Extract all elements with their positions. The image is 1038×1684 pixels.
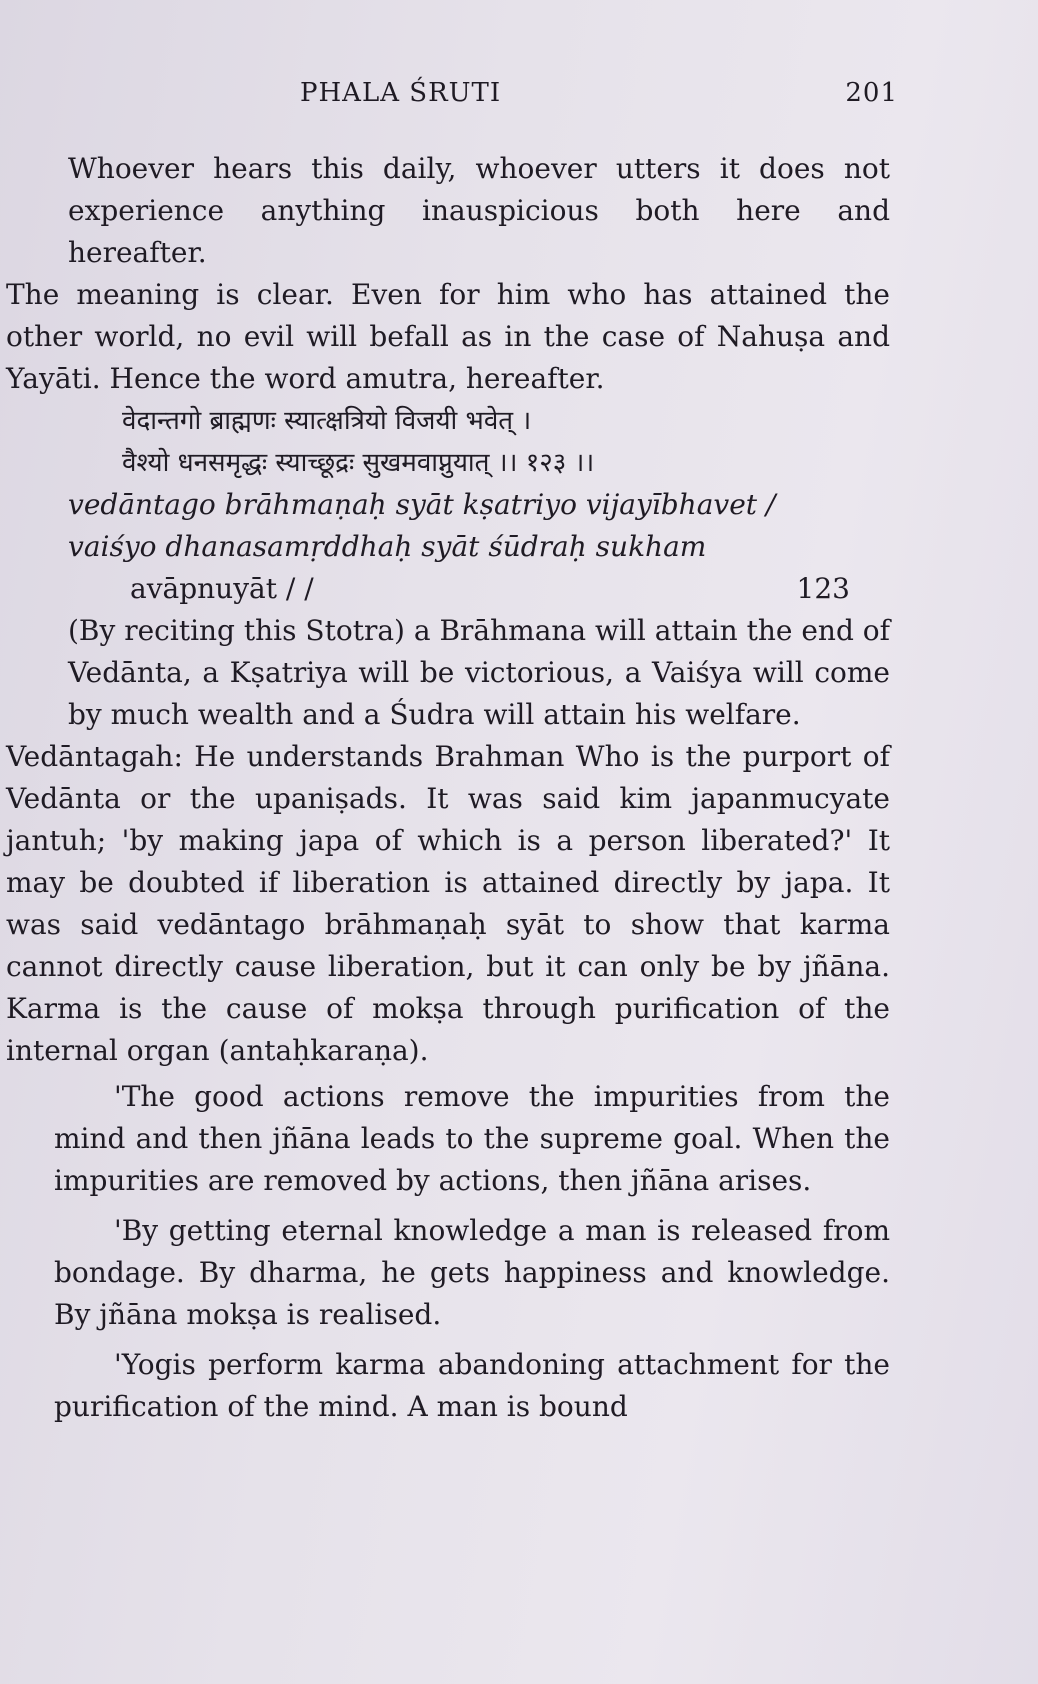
paragraph-2: The meaning is clear. Even for him who has attained the other world, no evil will befall as in the case of Nahuṣa and Yayāti. Hence the word amutra, hereafter. bbox=[6, 278, 890, 395]
page-number: 201 bbox=[845, 78, 898, 108]
transliteration-line-2: vaiśyo dhanasamṛddhaḥ syāt śūdraḥ sukham bbox=[68, 530, 707, 563]
sanskrit-verse-line-2: वैश्यो धनसमृद्धः स्याच्छूद्रः सुखमवाप्नुयात् ।। १२३ ।। bbox=[122, 448, 595, 478]
paragraph-commentary: Vedāntagah: He understands Brahman Who is the purport of Vedānta or the upaniṣads. It was said kim japanmucyate jantuh; 'by making japa of which is a person liberated?' It may be doubted if liberation is attained directly by japa. It was said vedāntago brāhmaṇaḥ syāt to show that karma cannot directly cause liberation, but it can only be by jñāna. Karma is the cause of mokṣa through purification of the internal organ (antaḥkaraṇa). bbox=[6, 740, 890, 1067]
paragraph-translation: (By reciting this Stotra) a Brāhmana will attain the end of Vedānta, a Kṣatriya will be victorious, a Vaiśya will come by much wealth and a Śudra will attain his welfare. bbox=[68, 614, 890, 731]
transliteration-line-3-text: avāpnuyāt / / bbox=[130, 572, 314, 605]
paragraph-1: Whoever hears this daily, whoever utters it does not experience anything inauspicious both here and hereafter. bbox=[68, 152, 890, 269]
paragraph-quote-1: 'The good actions remove the impurities from the mind and then jñāna leads to the supreme goal. When the impurities are removed by actions, then jñāna arises. bbox=[54, 1080, 890, 1197]
transliteration-line-1: vedāntago brāhmaṇaḥ syāt kṣatriyo vijayībhavet / bbox=[68, 488, 776, 521]
transliteration-line-3 bbox=[6, 568, 890, 610]
verse-number: 123 bbox=[796, 572, 850, 605]
chapter-title: PHALA ŚRUTI bbox=[300, 78, 502, 108]
page-body bbox=[6, 148, 890, 1432]
sanskrit-verse-line-1: वेदान्तगो ब्राह्मणः स्यात्क्षत्रियो विजयी भवेत् । bbox=[122, 406, 532, 436]
paragraph-quote-2: 'By getting eternal knowledge a man is released from bondage. By dharma, he gets happiness and knowledge. By jñāna mokṣa is realised. bbox=[54, 1214, 890, 1331]
paragraph-quote-3: 'Yogis perform karma abandoning attachment for the purification of the mind. A man is bound bbox=[54, 1348, 890, 1423]
